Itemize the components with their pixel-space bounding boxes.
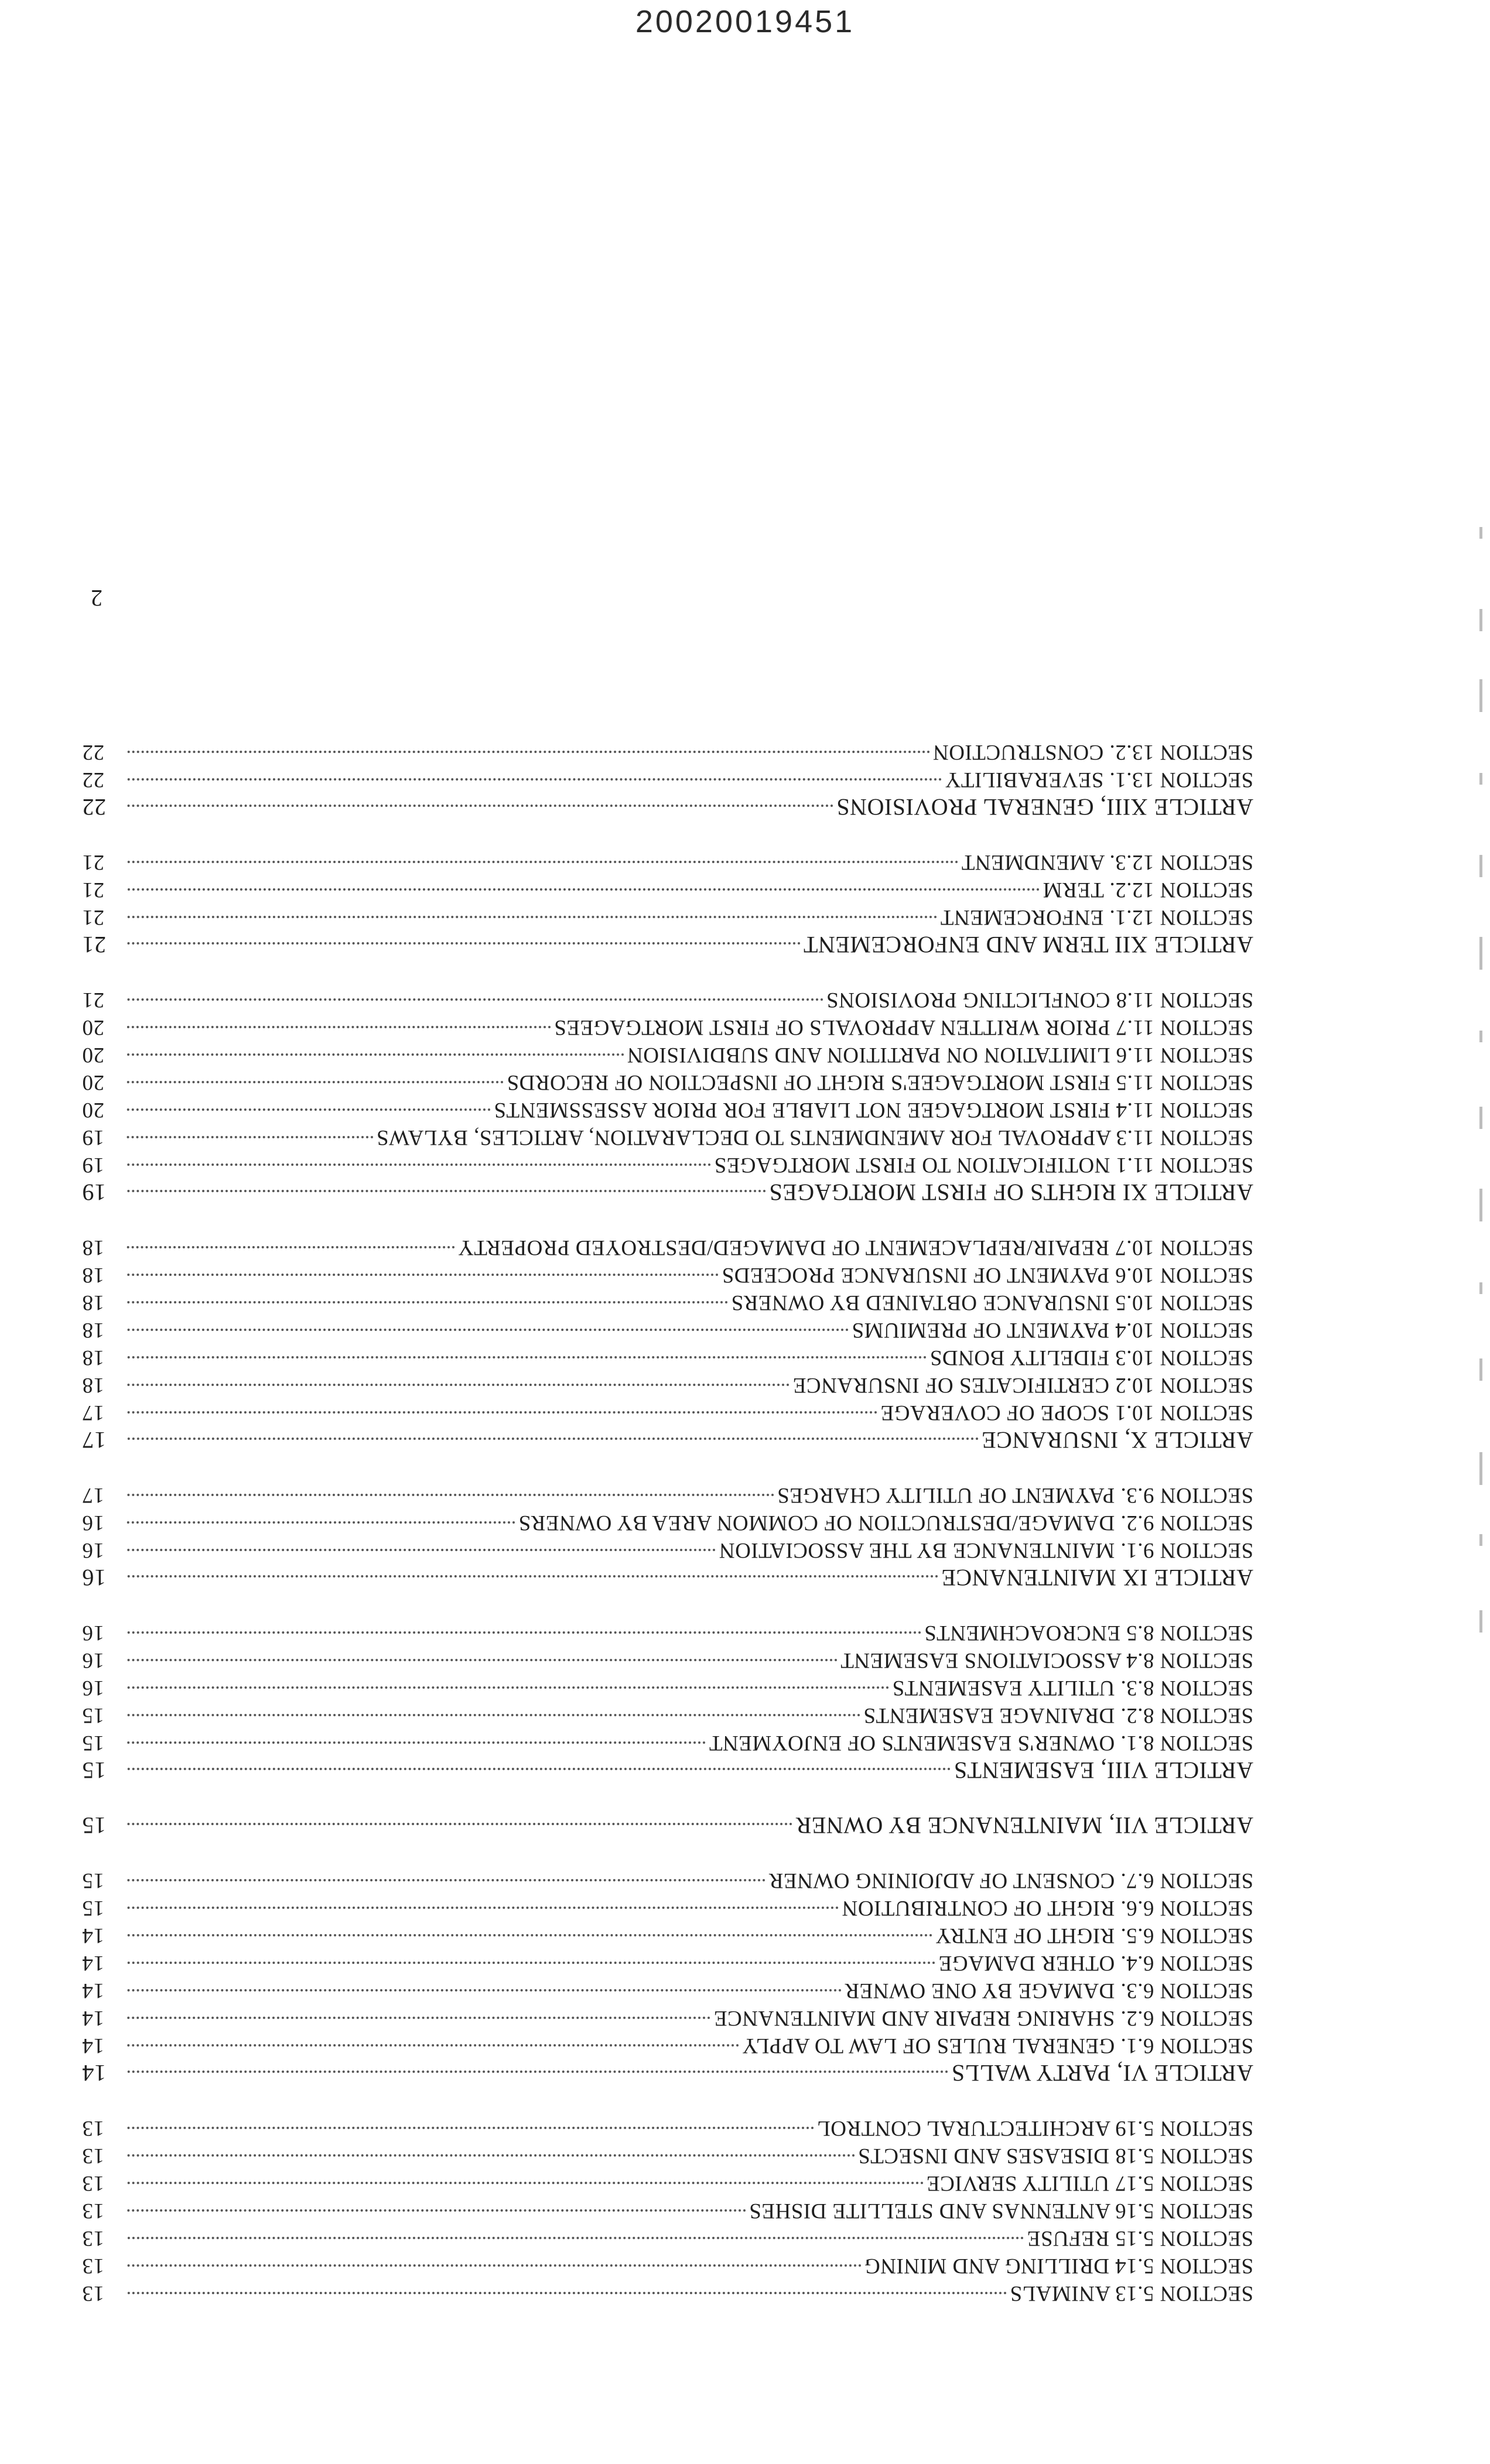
toc-spacer bbox=[82, 1839, 1253, 1867]
toc-spacer bbox=[82, 2087, 1253, 2114]
toc-entry-title: SECTION 11.7 PRIOR WRITTEN APPROVALS OF FIRST MORTGAGEES bbox=[553, 1015, 1253, 1039]
toc-section-row bbox=[82, 2197, 1253, 2225]
toc-entry-page: 16 bbox=[82, 1565, 106, 1591]
dot-leader bbox=[127, 2154, 855, 2157]
toc-entry-title: SECTION 5.15 REFUSE bbox=[1027, 2226, 1253, 2250]
toc-entry-title: ARTICLE X, INSURANCE bbox=[981, 1427, 1253, 1453]
toc-entry-title: SECTION 6.7. CONSENT OF ADJOINING OWNER bbox=[768, 1868, 1253, 1893]
toc-article-row bbox=[82, 1757, 1253, 1784]
toc-entry-page: 16 bbox=[82, 1676, 104, 1700]
toc-section-row bbox=[82, 1069, 1253, 1096]
scan-mark bbox=[1479, 1031, 1482, 1042]
dot-leader bbox=[127, 2127, 814, 2129]
toc-section-row bbox=[82, 848, 1253, 876]
toc-entry-title: SECTION 10.4 PAYMENT OF PREMIUMS bbox=[852, 1318, 1253, 1342]
toc-entry-title: SECTION 6.1. GENERAL RULES OF LAW TO APPLY bbox=[741, 2034, 1253, 2058]
dot-leader bbox=[127, 2071, 948, 2073]
toc-entry-title: SECTION 11.5 FIRST MORTGAGEE'S RIGHT OF INSPECTION OF RECORDS bbox=[507, 1070, 1253, 1094]
dot-leader bbox=[127, 942, 800, 944]
scan-mark bbox=[1479, 527, 1482, 539]
toc-section-row bbox=[82, 1096, 1253, 1124]
dot-leader bbox=[127, 1659, 837, 1661]
toc-section-row bbox=[82, 876, 1253, 904]
dot-leader bbox=[127, 1136, 373, 1138]
toc-entry-title: SECTION 6.5. RIGHT OF ENTRY bbox=[935, 1924, 1253, 1948]
toc-section-row bbox=[82, 1261, 1253, 1289]
toc-entry-title: SECTION 11.6 LIMITATION ON PARTITION AND SUBDIVISION bbox=[627, 1043, 1253, 1067]
toc-entry-page: 13 bbox=[82, 2226, 104, 2250]
dot-leader bbox=[127, 1768, 950, 1770]
toc-entry-page: 18 bbox=[82, 1346, 104, 1370]
toc-entry-title: SECTION 10.7 REPAIR/REPLACEMENT OF DAMAGED/DESTROYED PROPERTY bbox=[457, 1236, 1253, 1260]
scan-mark bbox=[1479, 1452, 1482, 1485]
toc-entry-page: 14 bbox=[82, 2060, 106, 2086]
toc-article-row bbox=[82, 1426, 1253, 1454]
dot-leader bbox=[127, 2237, 1023, 2239]
toc-entry-title: SECTION 5.13 ANIMALS bbox=[1010, 2281, 1253, 2305]
toc-entry-page: 17 bbox=[82, 1401, 104, 1425]
toc-section-row bbox=[82, 904, 1253, 931]
toc-entry-page: 18 bbox=[82, 1318, 104, 1342]
toc-section-row bbox=[82, 986, 1253, 1014]
toc-entry-page: 14 bbox=[82, 2034, 104, 2058]
toc-entry-page: 14 bbox=[82, 1951, 104, 1975]
toc-entry-title: SECTION 8.3. UTILITY EASEMENTS bbox=[892, 1676, 1253, 1700]
toc-entry-title: SECTION 5.19 ARCHITECTURAL CONTROL bbox=[816, 2116, 1253, 2140]
toc-section-row bbox=[82, 1399, 1253, 1426]
toc-entry-page: 14 bbox=[82, 1979, 104, 2003]
toc-section-row bbox=[82, 2169, 1253, 2197]
toc-entry-title: SECTION 10.5 INSURANCE OBTAINED BY OWNERS bbox=[731, 1291, 1253, 1315]
toc-entry-title: ARTICLE XII TERM AND ENFORCEMENT bbox=[803, 932, 1253, 958]
toc-entry-title: ARTICLE XIII, GENERAL PROVISIONS bbox=[836, 794, 1253, 820]
toc-entry-title: SECTION 6.6. RIGHT OF CONTRIBUTION bbox=[842, 1896, 1253, 1920]
toc-entry-title: SECTION 8.1. OWNER'S EASEMENTS OF ENJOYMENT bbox=[709, 1731, 1253, 1755]
toc-section-row bbox=[82, 2280, 1253, 2307]
rotated-page bbox=[82, 585, 1253, 2307]
dot-leader bbox=[127, 1575, 938, 1577]
toc-section-row bbox=[82, 1289, 1253, 1316]
page-number: 2 bbox=[91, 585, 102, 611]
toc-article-row bbox=[82, 1812, 1253, 1839]
dot-leader bbox=[127, 1411, 877, 1414]
toc-entry-page: 13 bbox=[82, 2171, 104, 2195]
dot-leader bbox=[127, 2182, 923, 2184]
toc-entry-title: SECTION 5.16 ANTENNAS AND STELLITE DISHES bbox=[749, 2199, 1253, 2223]
toc-section-row bbox=[82, 1316, 1253, 1344]
dot-leader bbox=[127, 778, 941, 781]
toc-spacer bbox=[82, 1592, 1253, 1619]
toc-entry-page: 21 bbox=[82, 932, 106, 958]
toc-entry-title: SECTION 12.2. TERM bbox=[1043, 878, 1253, 902]
toc-section-row bbox=[82, 1894, 1253, 1922]
toc-section-row bbox=[82, 1536, 1253, 1564]
dot-leader bbox=[127, 2209, 746, 2212]
toc-entry-page: 21 bbox=[82, 878, 104, 902]
toc-entry-page: 15 bbox=[82, 1731, 104, 1755]
toc-entry-title: SECTION 9.2. DAMAGE/DESTRUCTION OF COMMON AREA BY OWNERS bbox=[518, 1511, 1253, 1535]
dot-leader bbox=[127, 1081, 503, 1083]
toc-entry-page: 20 bbox=[82, 1098, 104, 1122]
dot-leader bbox=[127, 1438, 978, 1440]
toc-section-row bbox=[82, 1867, 1253, 1894]
toc-entry-title: SECTION 11.3 APPROVAL FOR AMENDMENTS TO DECLARATION, ARTICLES, BYLAWS bbox=[376, 1125, 1253, 1149]
toc-spacer bbox=[82, 821, 1253, 848]
toc-section-row bbox=[82, 2142, 1253, 2169]
scan-mark bbox=[1479, 1282, 1482, 1294]
toc-article-row bbox=[82, 1179, 1253, 1206]
dot-leader bbox=[127, 1246, 454, 1248]
dot-leader bbox=[127, 2292, 1006, 2294]
toc-section-row bbox=[82, 1151, 1253, 1179]
toc-entry-title: SECTION 5.17 UTILITY SERVICE bbox=[926, 2171, 1253, 2195]
table-of-contents bbox=[82, 738, 1253, 2307]
dot-leader bbox=[127, 1521, 515, 1524]
dot-leader bbox=[127, 1163, 710, 1166]
toc-section-row bbox=[82, 1674, 1253, 1702]
toc-entry-page: 14 bbox=[82, 2006, 104, 2030]
toc-section-row bbox=[82, 1729, 1253, 1757]
toc-entry-title: SECTION 12.3. AMENDMENT bbox=[961, 850, 1253, 874]
toc-section-row bbox=[82, 2114, 1253, 2142]
dot-leader bbox=[127, 2264, 861, 2267]
scan-mark bbox=[1479, 1610, 1482, 1633]
toc-article-row bbox=[82, 2059, 1253, 2087]
dot-leader bbox=[127, 1714, 860, 1716]
toc-entry-title: SECTION 8.4 ASSOCIATIONS EASEMENT bbox=[840, 1648, 1253, 1672]
scan-mark bbox=[1479, 1534, 1482, 1546]
toc-entry-page: 15 bbox=[82, 1812, 106, 1839]
toc-article-row bbox=[82, 931, 1253, 959]
toc-entry-page: 14 bbox=[82, 1924, 104, 1948]
dot-leader bbox=[127, 1384, 789, 1386]
toc-entry-title: SECTION 11.1 NOTIFICATION TO FIRST MORTGAGES bbox=[714, 1153, 1253, 1177]
dot-leader bbox=[127, 1741, 705, 1744]
dot-leader bbox=[127, 1026, 551, 1028]
toc-entry-title: SECTION 10.6 PAYMENT OF INSURANCE PROCEEDS bbox=[722, 1263, 1253, 1287]
toc-section-row bbox=[82, 2032, 1253, 2059]
toc-entry-title: SECTION 6.2. SHARING REPAIR AND MAINTENANCE bbox=[713, 2006, 1253, 2030]
toc-section-row bbox=[82, 1014, 1253, 1041]
toc-entry-title: SECTION 13.2. CONSTRUCTION bbox=[932, 740, 1253, 764]
toc-spacer bbox=[82, 1454, 1253, 1481]
toc-entry-title: SECTION 13.1. SEVERABILITY bbox=[945, 768, 1253, 792]
toc-spacer bbox=[82, 1206, 1253, 1234]
toc-entry-title: SECTION 11.4 FIRST MORTGAGEE NOT LIABLE FOR PRIOR ASSESSMENTS bbox=[493, 1098, 1253, 1122]
toc-entry-title: SECTION 9.3. PAYMENT OF UTILITY CHARGES bbox=[777, 1483, 1253, 1507]
toc-entry-page: 16 bbox=[82, 1511, 104, 1535]
toc-entry-page: 15 bbox=[82, 1896, 104, 1920]
toc-entry-page: 19 bbox=[82, 1125, 104, 1149]
toc-entry-page: 18 bbox=[82, 1236, 104, 1260]
toc-entry-page: 17 bbox=[82, 1483, 104, 1507]
toc-entry-title: SECTION 12.1. ENFORCEMENT bbox=[940, 905, 1253, 929]
toc-entry-title: SECTION 6.4. OTHER DAMAGE bbox=[938, 1951, 1253, 1975]
dot-leader bbox=[127, 1356, 926, 1358]
toc-entry-page: 18 bbox=[82, 1291, 104, 1315]
dot-leader bbox=[127, 1823, 792, 1825]
toc-section-row bbox=[82, 1702, 1253, 1729]
toc-entry-page: 13 bbox=[82, 2199, 104, 2223]
toc-article-row bbox=[82, 793, 1253, 821]
toc-section-row bbox=[82, 1647, 1253, 1674]
dot-leader bbox=[127, 1190, 765, 1192]
toc-entry-page: 21 bbox=[82, 850, 104, 874]
dot-leader bbox=[127, 1631, 921, 1634]
toc-entry-page: 13 bbox=[82, 2144, 104, 2168]
toc-entry-page: 19 bbox=[82, 1179, 106, 1206]
toc-section-row bbox=[82, 1949, 1253, 1977]
toc-section-row bbox=[82, 1371, 1253, 1399]
dot-leader bbox=[127, 1549, 715, 1551]
toc-entry-page: 21 bbox=[82, 988, 104, 1012]
toc-section-row bbox=[82, 1619, 1253, 1647]
dot-leader bbox=[127, 2017, 710, 2019]
toc-entry-page: 13 bbox=[82, 2281, 104, 2305]
toc-entry-page: 18 bbox=[82, 1263, 104, 1287]
dot-leader bbox=[127, 1053, 624, 1056]
dot-leader bbox=[127, 1274, 718, 1276]
dot-leader bbox=[127, 805, 833, 807]
toc-entry-page: 15 bbox=[82, 1868, 104, 1893]
toc-entry-page: 15 bbox=[82, 1757, 106, 1784]
toc-entry-page: 18 bbox=[82, 1373, 104, 1397]
scan-mark bbox=[1479, 773, 1482, 785]
toc-entry-title: SECTION 5.14 DRILLING AND MINING bbox=[864, 2254, 1253, 2278]
scan-mark bbox=[1479, 609, 1482, 631]
toc-section-row bbox=[82, 1234, 1253, 1261]
dot-leader bbox=[127, 1301, 727, 1303]
dot-leader bbox=[127, 916, 937, 918]
scan-mark bbox=[1479, 1107, 1482, 1129]
toc-section-row bbox=[82, 766, 1253, 793]
toc-entry-title: SECTION 10.3 FIDELITY BONDS bbox=[929, 1346, 1253, 1370]
dot-leader bbox=[127, 1686, 888, 1689]
toc-entry-title: SECTION 9.1. MAINTENANCE BY THE ASSOCIATION bbox=[719, 1538, 1253, 1562]
toc-entry-page: 20 bbox=[82, 1043, 104, 1067]
dot-leader bbox=[127, 1329, 848, 1331]
scan-mark bbox=[1479, 679, 1482, 712]
toc-section-row bbox=[82, 1344, 1253, 1371]
toc-spacer bbox=[82, 959, 1253, 986]
toc-entry-page: 16 bbox=[82, 1648, 104, 1672]
document-number: 20020019451 bbox=[635, 4, 855, 39]
toc-entry-title: SECTION 11.8 CONFLICTING PROVISIONS bbox=[826, 988, 1253, 1012]
toc-entry-title: ARTICLE VII, MAINTENANCE BY OWNER bbox=[795, 1812, 1253, 1839]
dot-leader bbox=[127, 1934, 932, 1936]
dot-leader bbox=[127, 1989, 841, 1991]
toc-entry-page: 22 bbox=[82, 794, 106, 820]
scan-mark bbox=[1479, 1358, 1482, 1381]
toc-entry-title: SECTION 10.2 CERTIFICATES OF INSURANCE bbox=[792, 1373, 1253, 1397]
toc-entry-page: 16 bbox=[82, 1621, 104, 1645]
scan-mark bbox=[1479, 855, 1482, 877]
dot-leader bbox=[127, 751, 929, 753]
toc-section-row bbox=[82, 1509, 1253, 1536]
toc-entry-page: 13 bbox=[82, 2116, 104, 2140]
dot-leader bbox=[127, 1494, 774, 1496]
scan-mark bbox=[1479, 937, 1482, 970]
dot-leader bbox=[127, 1962, 935, 1964]
toc-entry-page: 20 bbox=[82, 1015, 104, 1039]
toc-entry-title: ARTICLE XI RIGHTS OF FIRST MORTGAGES bbox=[769, 1179, 1253, 1206]
scan-mark bbox=[1479, 1189, 1482, 1221]
toc-entry-title: SECTION 10.1 SCOPE OF COVERAGE bbox=[880, 1401, 1253, 1425]
toc-section-row bbox=[82, 738, 1253, 766]
toc-spacer bbox=[82, 1784, 1253, 1812]
toc-entry-title: SECTION 8.2. DRAINAGE EASEMENTS bbox=[863, 1703, 1253, 1727]
toc-entry-page: 21 bbox=[82, 905, 104, 929]
toc-section-row bbox=[82, 1041, 1253, 1069]
dot-leader bbox=[127, 888, 1039, 891]
dot-leader bbox=[127, 1108, 490, 1111]
toc-entry-page: 19 bbox=[82, 1153, 104, 1177]
toc-entry-title: ARTICLE VI, PARTY WALLS bbox=[951, 2060, 1253, 2086]
toc-entry-title: ARTICLE VIII, EASEMENTS bbox=[954, 1757, 1253, 1784]
toc-article-row bbox=[82, 1564, 1253, 1592]
toc-section-row bbox=[82, 1481, 1253, 1509]
dot-leader bbox=[127, 861, 958, 863]
toc-section-row bbox=[82, 2225, 1253, 2252]
toc-entry-page: 17 bbox=[82, 1427, 106, 1453]
toc-entry-title: ARTICLE IX MAINTENANCE bbox=[941, 1565, 1253, 1591]
toc-entry-page: 22 bbox=[82, 768, 104, 792]
scan-margin-marks bbox=[1479, 527, 1483, 1640]
toc-entry-page: 15 bbox=[82, 1703, 104, 1727]
toc-entry-title: SECTION 8.5 ENCROACHMENTS bbox=[924, 1621, 1253, 1645]
toc-entry-page: 20 bbox=[82, 1070, 104, 1094]
toc-section-row bbox=[82, 1124, 1253, 1151]
dot-leader bbox=[127, 2044, 739, 2047]
toc-entry-page: 13 bbox=[82, 2254, 104, 2278]
dot-leader bbox=[127, 998, 823, 1001]
toc-entry-title: SECTION 6.3. DAMAGE BY ONE OWNER bbox=[844, 1979, 1253, 2003]
toc-entry-page: 22 bbox=[82, 740, 104, 764]
dot-leader bbox=[127, 1907, 838, 1909]
toc-entry-page: 16 bbox=[82, 1538, 104, 1562]
toc-section-row bbox=[82, 1922, 1253, 1949]
toc-section-row bbox=[82, 1977, 1253, 2004]
toc-entry-title: SECTION 5.18 DISEASES AND INSECTS bbox=[857, 2144, 1253, 2168]
toc-section-row bbox=[82, 2004, 1253, 2032]
dot-leader bbox=[127, 1879, 765, 1881]
toc-section-row bbox=[82, 2252, 1253, 2280]
